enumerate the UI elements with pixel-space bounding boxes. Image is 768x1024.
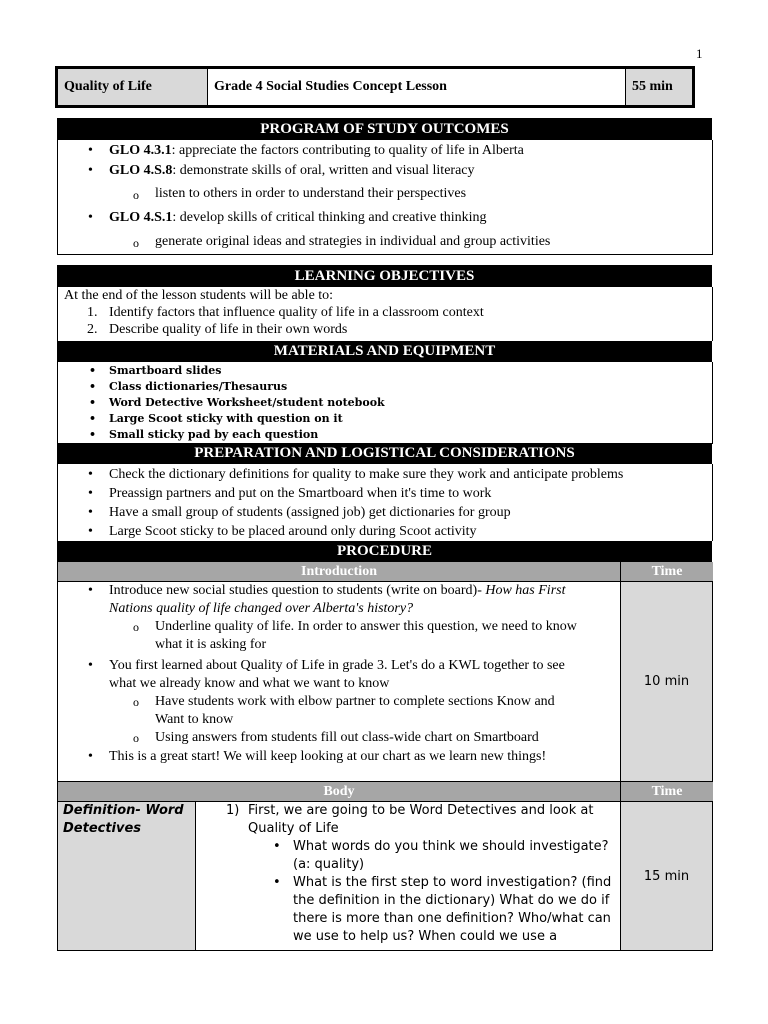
outcome-item: • GLO 4.3.1: appreciate the factors contributing to quality of life in Alberta — [58, 141, 712, 161]
objective-item: 2. Describe quality of life in their own words — [87, 322, 348, 337]
material-item: • Small sticky pad by each question — [58, 427, 712, 443]
introduction-time: 10 min — [620, 582, 712, 781]
introduction-label: Introduction — [58, 562, 620, 582]
preparation-heading: PREPARATION AND LOGISTICAL CONSIDERATIONS — [57, 443, 712, 464]
lesson-cell: Grade 4 Social Studies Concept Lesson — [208, 69, 626, 105]
intro-subbullet: o Using answers from students fill out class-wide chart on Smartboard — [133, 730, 539, 745]
materials-box — [57, 362, 713, 444]
body-question: • What words do you think we should investigate? (a: quality) — [273, 839, 609, 872]
activity-cell: Definition- Word Detectives — [58, 802, 196, 950]
body-label: Body — [58, 781, 620, 802]
lesson-header-table — [55, 66, 695, 108]
outcomes-heading: PROGRAM OF STUDY OUTCOMES — [57, 118, 712, 140]
objective-item: 1. Identify factors that influence quality of life in a classroom context — [87, 305, 484, 320]
body-content — [196, 802, 620, 950]
body-time: 15 min — [620, 802, 712, 950]
preparation-item: • Preassign partners and put on the Smartboard when it's time to work — [58, 484, 712, 503]
introduction-content — [58, 582, 620, 781]
page-number: 1 — [696, 46, 703, 61]
procedure-table — [57, 562, 713, 951]
topic-cell: Quality of Life — [58, 69, 208, 105]
material-item: • Word Detective Worksheet/student notebook — [58, 395, 712, 411]
preparation-item: • Large Scoot sticky to be placed around only during Scoot activity — [58, 522, 712, 541]
procedure-heading: PROCEDURE — [57, 541, 712, 562]
outcome-subitem: o generate original ideas and strategies in individual and group activities — [58, 232, 712, 252]
objectives-intro: At the end of the lesson students will be able to: — [64, 288, 334, 303]
preparation-item: • Have a small group of students (assigned job) get dictionaries for group — [58, 503, 712, 522]
intro-subbullet: o Underline quality of life. In order to answer this question, we need to know what it is asking for — [133, 619, 577, 652]
outcomes-box — [57, 140, 713, 255]
outcome-item: • GLO 4.S.8: demonstrate skills of oral, written and visual literacy — [58, 161, 712, 181]
body-time-label: Time — [620, 781, 713, 802]
time-label: Time — [620, 562, 713, 582]
intro-bullet: • You first learned about Quality of Life in grade 3. Let's do a KWL together to see what we already know and what we want to know — [88, 658, 565, 691]
preparation-item: • Check the dictionary definitions for quality to make sure they work and anticipate problems — [58, 465, 712, 484]
body-question: • What is the first step to word investigation? (find the definition in the dictionary) What do we do if there is more than one definition? Who/what can we use to help us? When could we use a — [273, 875, 612, 944]
preparation-box — [57, 464, 713, 541]
intro-bullet: • Introduce new social studies question to students (write on board)- How has First Nations quality of life changed over Alberta's history? — [88, 583, 566, 616]
intro-bullet: • This is a great start! We will keep looking at our chart as we learn new things! — [88, 749, 547, 764]
material-item: • Class dictionaries/Thesaurus — [58, 379, 712, 395]
objectives-box — [57, 287, 713, 341]
intro-subbullet: o Have students work with elbow partner to complete sections Know and Want to know — [133, 694, 555, 727]
duration-cell: 55 min — [626, 69, 692, 105]
materials-heading: MATERIALS AND EQUIPMENT — [57, 341, 712, 362]
objectives-heading: LEARNING OBJECTIVES — [57, 265, 712, 287]
material-item: • Smartboard slides — [58, 363, 712, 379]
body-step: 1) First, we are going to be Word Detectives and look at Quality of Life — [226, 803, 594, 836]
material-item: • Large Scoot sticky with question on it — [58, 411, 712, 427]
outcome-subitem: o listen to others in order to understand their perspectives — [58, 184, 712, 204]
outcome-item: • GLO 4.S.1: develop skills of critical thinking and creative thinking — [58, 208, 712, 228]
